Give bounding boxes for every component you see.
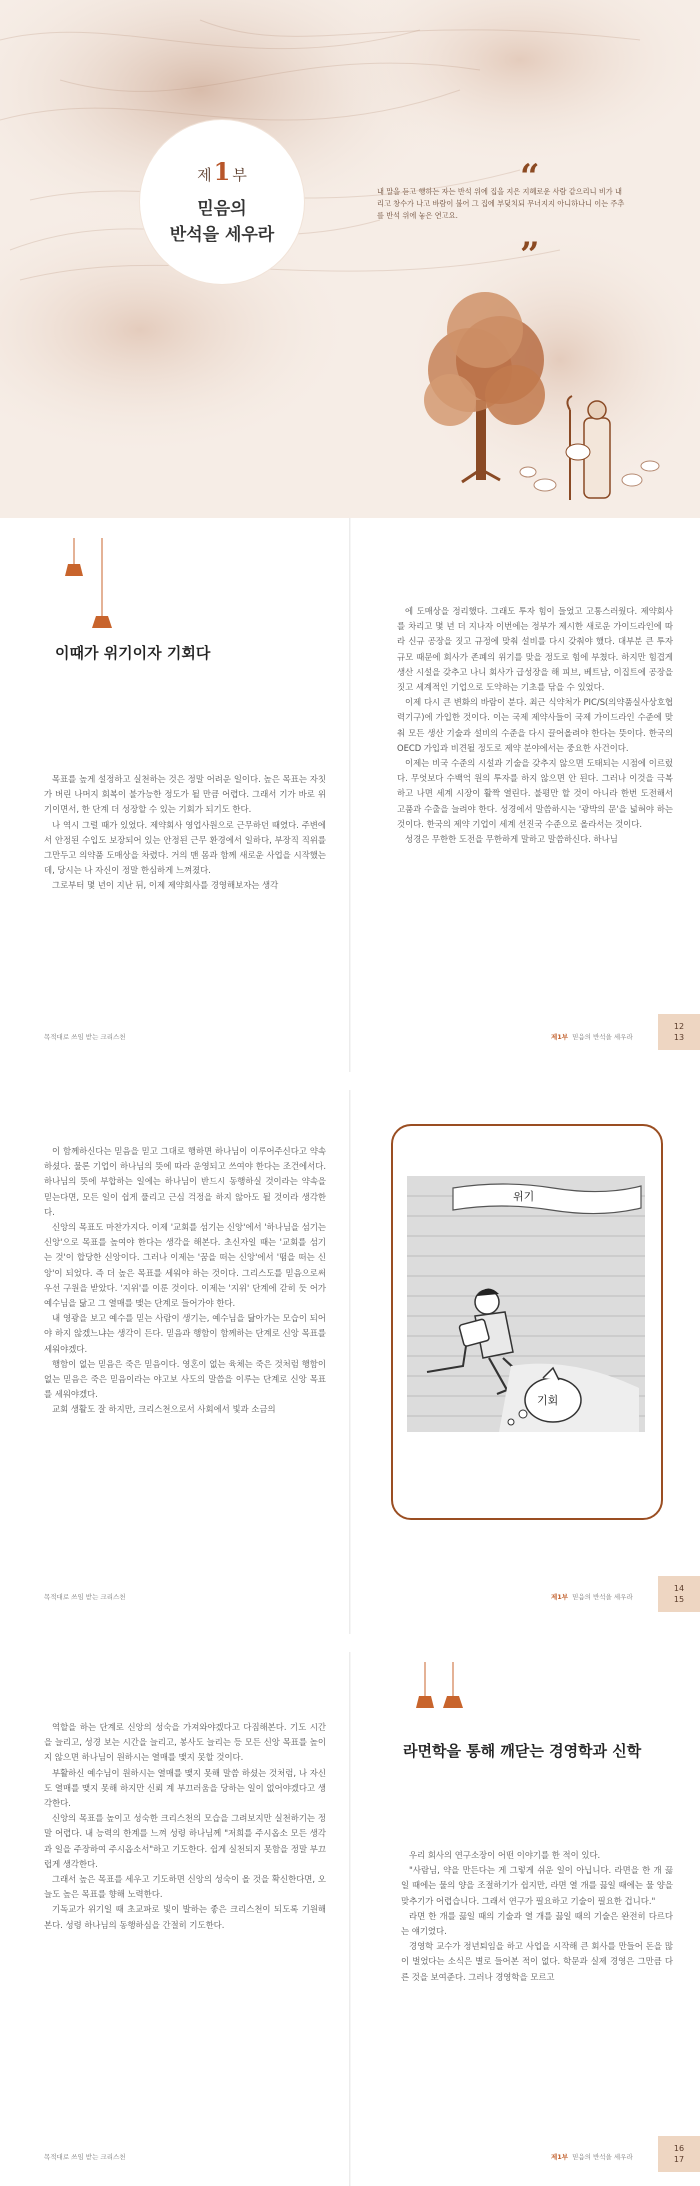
running-footer [551, 1032, 633, 1041]
part-title-line1: 믿음의 [197, 198, 247, 219]
footer-title: 믿음의 반석을 세우라 [572, 1033, 633, 1041]
paragraph: "사람님, 약을 만든다는 게 그렇게 쉬운 일이 아닙니다. 라면을 한 개 끓일 때에는 물의 양을 조절하기가 쉽지만, 라면 열 개를 끓일 때에는 물 양을 맞추기가 어렵습니다. 그래서 연구가 필요하고 기술이 필요한 겁니다." [401, 1865, 673, 1906]
footer-title: 믿음의 반석을 세우라 [572, 2153, 633, 2161]
paragraph: 이제 다시 큰 변화의 바람이 분다. 최근 식약처가 PIC/S(의약품실사상호협력기구)에 가입한 것이다. 이는 국제 제약사들이 국제 가이드라인 수준에 맞춰 모든 생산 기술과 설비의 수준을 다시 끌어올려야 한다는 뜻이다. 한국의 OECD 가입과 비견될 정도로 제약 분야에서는 중요한 사건이다. [397, 697, 673, 753]
spread-16-17 [0, 1652, 700, 2186]
opener-artwork [0, 0, 700, 518]
running-footer: 목적대로 쓰임 받는 크리스천 [44, 2153, 126, 2161]
page-12 [0, 518, 349, 1072]
body-text [397, 604, 673, 847]
page-13 [351, 518, 700, 1072]
cartoon-artwork [393, 1126, 661, 1518]
paragraph: 기독교가 위기일 때 초교파로 빛이 발하는 좋은 크리스천이 되도록 기원해본다. 성령 하나님의 동행하심을 간절히 기도한다. [44, 1904, 326, 1930]
part-label: 제1 부 [197, 156, 247, 186]
paragraph: 그래서 높은 목표를 세우고 기도하면 신앙의 성숙이 올 것을 확신한다면, 오늘도 높은 목표를 향해 노력한다. [44, 1874, 326, 1900]
footer-part: 제1부 [551, 1593, 569, 1601]
paragraph: 경영학 교수가 정년퇴임을 하고 사업을 시작해 큰 회사를 만들어 돈을 많이 벌었다는 소식은 별로 들어본 적이 없다. 학문과 실제 경영은 그만큼 다른 것을 보여준다. 그러나 경영학을 모르고 [401, 1941, 673, 1982]
part-title-line2: 반석을 세우라 [169, 224, 275, 245]
section-heading: 이때가 위기이자 기회다 [55, 644, 211, 662]
close-quote-mark: ” [520, 235, 540, 275]
body-text [44, 772, 326, 894]
page-17 [351, 1652, 700, 2186]
running-footer: 목적대로 쓰임 받는 크리스천 [44, 1033, 126, 1041]
paragraph: 에 도매상을 정리했다. 그래도 투자 힘이 들었고 고통스러웠다. 제약회사를 차리고 몇 년 더 지나자 이번에는 정부가 제시한 새로운 가이드라인에 따라 신규 공장을 짓고 규정에 맞춰 설비를 다시 갖춰야 했다. 대부분 큰 투자 규모 때문에 회사가 존폐의 위기를 맞을 정도로 힘에 부쳤다. 하지만 힘겹게 생산 시설을 갖추고 나니 회사가 급성장을 해 피브, 베트남, 이집트에 공장을 짓고 세계적인 기업으로 도약하는 기초를 닦을 수 있었다. [397, 606, 673, 693]
page-number: 14 [673, 1584, 685, 1593]
paragraph: 역할을 하는 단계로 신앙의 성숙을 가져와야겠다고 다짐해본다. 기도 시간을 늘리고, 성경 보는 시간을 늘리고, 봉사도 늘리는 등 모든 신앙 목표를 높이지 않으면 하나님이 원하시는 열매를 맺지 못할 것이다. [44, 1722, 326, 1763]
opener-quote: 내 말을 듣고 행하는 자는 반석 위에 집을 지은 지혜로운 사람 같으리니 비가 내리고 창수가 나고 바람이 불어 그 집에 부딪치되 무너지지 아니하나니 이는 주추를 반석 위에 놓은 연고요. [377, 187, 625, 220]
opportunity-label: 기회 [537, 1394, 559, 1407]
page-15 [351, 1090, 700, 1634]
page-number: 12 [673, 1022, 685, 1031]
paragraph: 목표를 높게 설정하고 실천하는 것은 정말 어려운 일이다. 높은 목표는 자칫 가 버린 나머지 회복이 불가능한 정도가 될 만큼 어렵다. 그래서 기가 바로 위기이면서, 한 단계 더 성장할 수 있는 기회가 되기도 한다. [44, 774, 326, 815]
paragraph: 행함이 없는 믿음은 죽은 믿음이다. 영혼이 없는 육체는 죽은 것처럼 행함이 없는 믿음은 죽은 믿음이라는 야고보 사도의 말씀을 이루는 단계로 신앙 목표를 세워야겠다. [44, 1358, 326, 1400]
footer-part: 제1부 [551, 1033, 569, 1041]
paragraph: 성경은 무한한 도전을 무한하게 말하고 말씀하신다. 하나님 [405, 834, 618, 845]
footer-title: 믿음의 반석을 세우라 [572, 1593, 633, 1601]
running-footer: 목적대로 쓰임 받는 크리스천 [44, 1593, 126, 1601]
page-number: 15 [673, 1595, 685, 1604]
running-footer [551, 2152, 633, 2161]
page-number-tab [658, 1576, 700, 1612]
page-16 [0, 1652, 349, 2186]
part-opener [0, 0, 700, 518]
page-number: 17 [673, 2155, 685, 2164]
page-number-tab [658, 1014, 700, 1050]
paragraph: 내 영광을 보고 예수를 믿는 사람이 생기는, 예수님을 닮아가는 모습이 되어야 하지 않겠느냐는 생각이 든다. 믿음과 행함이 함께하는 단계로 신앙 목표를 세워야겠다. [44, 1313, 326, 1354]
open-quote-mark: “ [520, 157, 540, 197]
body-text [401, 1848, 673, 1985]
page-number: 13 [673, 1033, 685, 1042]
running-footer [551, 1592, 633, 1601]
cartoon-illustration [391, 1124, 663, 1520]
paragraph: 그로부터 몇 년이 지난 뒤, 이제 제약회사를 경영해보자는 생각 [52, 880, 279, 891]
paragraph: 신앙의 목표를 높이고 성숙한 크리스천의 모습을 그려보지만 실천하기는 정말 어렵다. 내 능력의 한계를 느껴 성령 하나님께 "저희를 주시옵소 모든 생각과 일을 주장하여 주시옵소서"하고 기도한다. 쉽게 실천되지 못함을 정말 부끄럽게 생각한다. [44, 1813, 326, 1869]
page-number-tab [658, 2136, 700, 2172]
section-heading: 라면학을 통해 깨닫는 경영학과 신학 [403, 1742, 642, 1760]
body-text [44, 1144, 326, 1418]
paragraph: 이제는 비국 수준의 시설과 기술을 갖추지 않으면 도태되는 시점에 이르렀다. 무엇보다 수백억 원의 투자를 하지 않으면 안 된다. 그러나 이것을 극복하고 나면 세계 시장이 활짝 열린다. 불평만 할 것이 아니라 한번 도전해서 고품과 수출을 늘려야 한다. 성경에서 말씀하시는 '광박의 문'을 넓혀야 하는 것이다. 한국의 제약 기업이 세계 선진국 수준으로 올라서는 것이다. [397, 758, 673, 829]
paragraph: 나 역시 그럴 때가 있었다. 제약회사 영업사원으로 근무하던 때였다. 주변에서 안정된 수입도 보장되어 있는 안정된 근무 환경에서 일하다, 부장직 직위를 그만두고 의약품 도매상을 차렸다. 거의 맨 몸과 함께 새로운 사업을 시작했는데, 당시는 나 자신이 정말 한심하게 느껴졌다. [44, 819, 326, 876]
page-number: 16 [673, 2144, 685, 2153]
spread-14-15 [0, 1090, 700, 1634]
part-badge [140, 120, 304, 284]
pendant-lamp-icon [411, 1652, 471, 1722]
footer-part: 제1부 [551, 2153, 569, 2161]
page-14 [0, 1090, 349, 1634]
paragraph: 라면 한 개를 끓일 때의 기술과 열 개를 끓일 때의 기술은 완전히 다르다는 얘기였다. [401, 1910, 673, 1937]
paragraph: 이 함께하신다는 믿음을 믿고 그대로 행하면 하나님이 이루어주신다고 약속하셨다. 물론 기업이 하나님의 뜻에 따라 운영되고 쓰여야 한다는 조건에서다. 하나님의 뜻에 부합하는 일에는 하나님이 반드시 동행하실 것이라는 약속을 믿는다면, 모든 일이 쉽게 풀리고 근심 걱정을 하지 않아도 될 것이라 생각한다. [44, 1146, 326, 1217]
paragraph: 신앙의 목표도 마찬가지다. 이제 '교회를 섬기는 신앙'에서 '하나님을 섬기는 신앙'으로 목표를 높여야 한다는 생각을 해본다. 초신자일 때는 '교회를 섬기는 것'이 합당한 신앙이다. 그러나 이제는 '꿈을 떠는 신앙'에서 '떰을 떠는 신앙'이 되었다. 즉 더 높은 목표를 세워야 하는 것이다. 그리스도를 믿음으로써 우선 구원을 받았다. '지위'를 이룬 것이다. 이제는 '지위' 단계에 갇히 듯 어가 예수님을 닮고 그 열매를 맺는 단계로 들어가야 한다. [44, 1222, 326, 1309]
spread-12-13 [0, 518, 700, 1072]
pendant-lamp-icon [60, 518, 120, 628]
body-text [44, 1720, 326, 1933]
paragraph: 부활하신 예수님이 원하시는 열매를 맺지 못해 말씀 하셨는 것처럼, 나 자신도 열매를 맺지 못해 하지만 신뢰 계 부끄러움을 당하는 일이 없어야겠다고 생각한다. [44, 1767, 326, 1809]
paragraph: 우리 회사의 연구소장이 어떤 이야기를 한 적이 있다. [409, 1850, 601, 1860]
crisis-label: 위기 [513, 1190, 535, 1203]
paragraph: 교회 생활도 잘 하지만, 크리스천으로서 사회에서 빛과 소금의 [52, 1404, 276, 1415]
